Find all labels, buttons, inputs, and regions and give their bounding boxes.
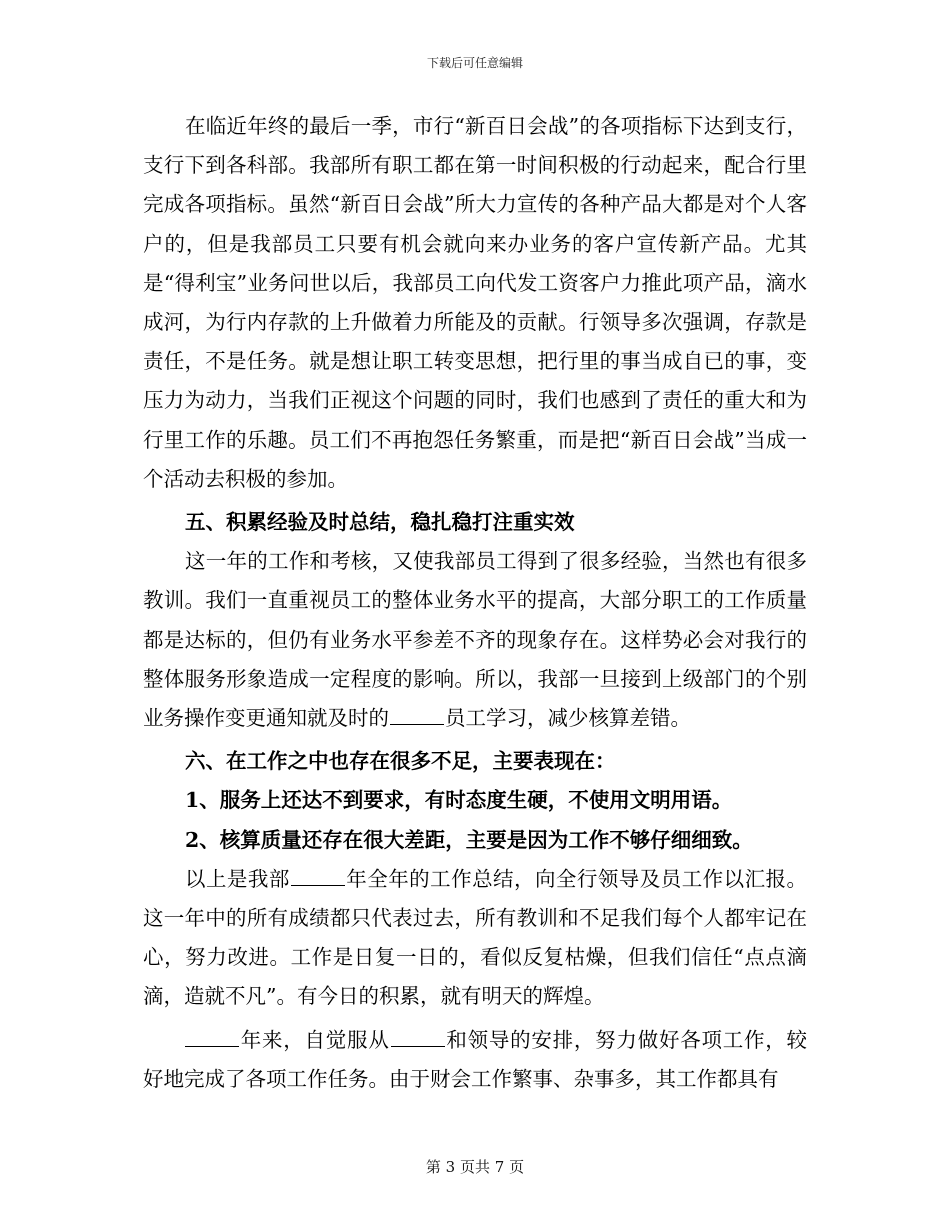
paragraph-next-section — [143, 1021, 807, 1099]
paragraph-summary-part2: 年全年的工作总结，向全行领导及员工作以汇报。这一年中的所有成绩都只代表过去，所有教训和不足我们每个人都牢记在心，努力改进。工作是日复一日的，看似反复枯燥，但我们信任“点点滴滴，造就不凡”。有今日的积累，就有明天的辉煌。 — [143, 866, 808, 1009]
section-heading-6: 六、在工作之中也存在很多不足，主要表现在： — [185, 749, 616, 774]
paragraph-summary-part1: 以上是我部 — [185, 866, 290, 891]
paragraph-experience-part1: 这一年的工作和考核，又使我部员工得到了很多经验，当然也有很多教训。我们一直重视员工的整体业务水平的提高，大部分职工的工作质量都是达标的，但仍有业务水平参差不齐的现象存在。这样势必会对我行的整体服务形象造成一定程度的影响。所以，我部一旦接到上级部门的个别业务操作变更通知就及时的 — [143, 549, 807, 731]
paragraph-next-section-part1: 年来，自觉服从 — [240, 1027, 390, 1052]
paragraph-summary — [143, 860, 807, 1017]
paragraph-experience-part2: 员工学习，减少核算差错。 — [445, 706, 691, 731]
blank-underline — [291, 867, 345, 886]
header-note: 下载后可任意编辑 — [426, 56, 523, 70]
paragraph-new-hundred-days: 在临近年终的最后一季，市行“新百日会战”的各项指标下达到支行，支行下到各科部。我部所有职工都在第一时间积极的行动起来，配合行里完成各项指标。虽然“新百日会战”所大力宣传的各种产品大都是对个人客户的，但是我部员工只要有机会就向来办业务的客户宣传新产品。尤其是“得利宝”业务问世以后，我部员工向代发工资客户力推此项产品，滴水成河，为行内存款的上升做着力所能及的贡献。行领导多次强调，存款是责任，不是任务。就是想让职工转变思想，把行里的事当成自已的事，变压力为动力，当我们正视这个问题的同时，我们也感到了责任的重大和为行里工作的乐趣。员工们不再抱怨任务繁重，而是把“新百日会战”当成一个活动去积极的参加。 — [143, 114, 807, 491]
paragraph-experience — [143, 542, 807, 738]
blank-underline — [391, 1028, 445, 1047]
blank-underline — [185, 1028, 239, 1047]
document-body — [143, 107, 807, 1099]
paragraph-next-section-part2: 和领导的安排，努力做好各项工作，较好地完成了各项工作任务。由于财会工作繁事、杂事多，其工作都具有 — [143, 1027, 808, 1091]
shortcoming-item-2: 2、核算质量还存在很大差距，主要是因为工作不够仔细细致。 — [185, 827, 753, 852]
blank-underline — [390, 706, 444, 725]
section-heading-5: 五、积累经验及时总结，稳扎稳打注重实效 — [185, 510, 575, 535]
page-number: 第 3 页共 7 页 — [425, 1158, 525, 1176]
shortcoming-item-1: 1、服务上还达不到要求，有时态度生硬，不使用文明用语。 — [185, 788, 733, 813]
